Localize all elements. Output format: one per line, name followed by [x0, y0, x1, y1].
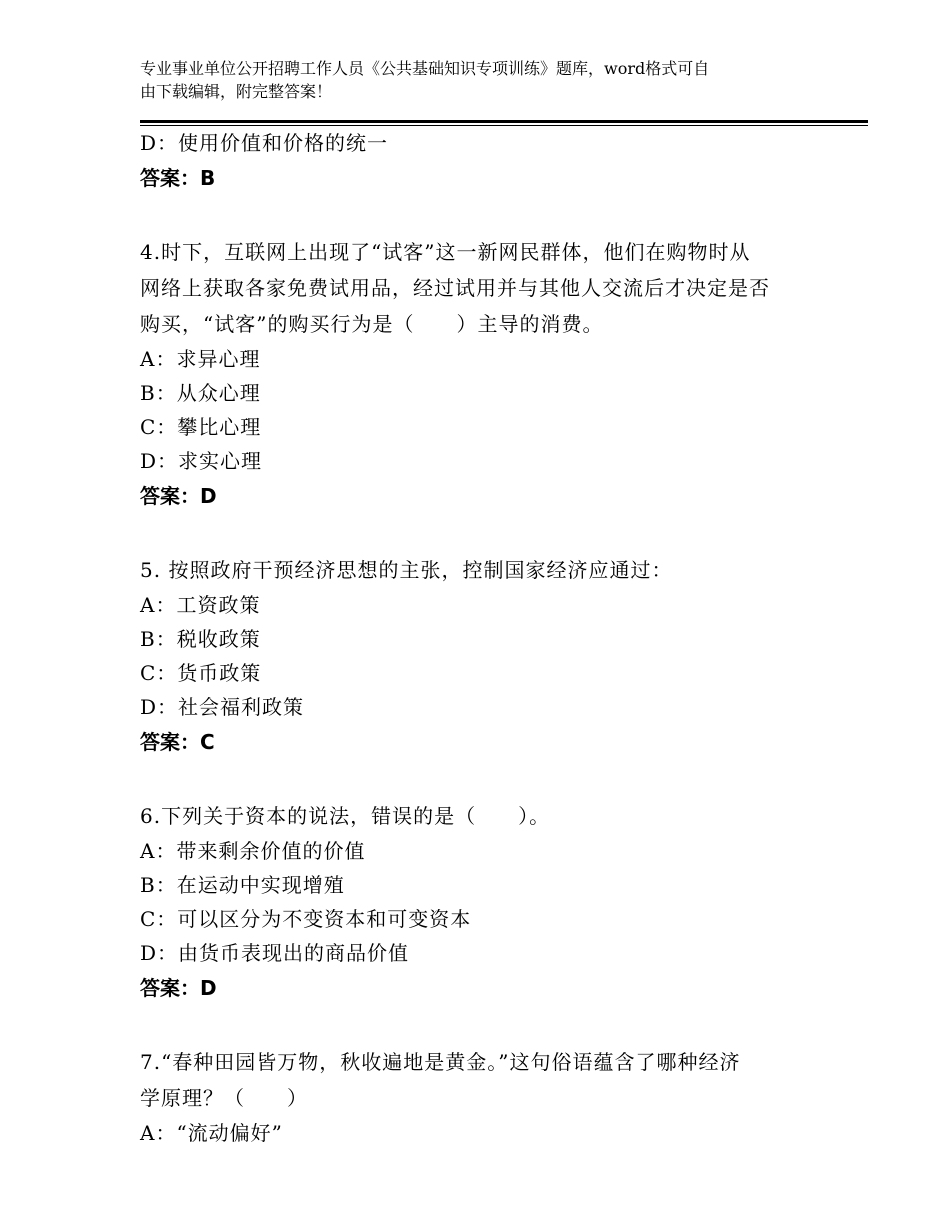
question-stem-line: 7.“春种田园皆万物，秋收遍地是黄金。”这句俗语蕴含了哪种经济 [140, 1050, 741, 1074]
question-stem-line: 网络上获取各家免费试用品，经过试用并与其他人交流后才决定是否 [140, 276, 770, 300]
option-b: B：税收政策 [140, 627, 261, 651]
question-stem-line: 学原理？（ ） [140, 1086, 308, 1110]
option-d: D：由货币表现出的商品价值 [140, 941, 410, 965]
option-c: C：可以区分为不变资本和可变资本 [140, 907, 472, 931]
question-7 [140, 1044, 830, 1116]
question-5 [140, 552, 830, 588]
question-stem-line: 6.下列关于资本的说法，错误的是（ ）。 [140, 804, 551, 828]
option-d: D：求实心理 [140, 449, 263, 473]
answer: 答案：C [140, 730, 215, 754]
document-body [140, 126, 830, 1150]
question-stem-line: 购买，“试客”的购买行为是（ ）主导的消费。 [140, 312, 604, 336]
page-header [140, 57, 830, 103]
option-a: A：“流动偏好” [140, 1121, 283, 1145]
answer: 答案：D [140, 484, 217, 508]
carry-over-option-d: D：使用价值和价格的统一 [140, 131, 389, 155]
question-4 [140, 234, 830, 342]
option-a: A：带来剩余价值的价值 [140, 839, 366, 863]
header-line-2: 由下载编辑，附完整答案！ [140, 82, 333, 101]
option-d: D：社会福利政策 [140, 695, 305, 719]
option-c: C：攀比心理 [140, 415, 262, 439]
question-stem-line: 4.时下，互联网上出现了“试客”这一新网民群体，他们在购物时从 [140, 240, 751, 264]
carry-over-answer: 答案：B [140, 166, 216, 190]
option-c: C：货币政策 [140, 661, 262, 685]
option-b: B：在运动中实现增殖 [140, 873, 345, 897]
option-a: A：工资政策 [140, 593, 261, 617]
question-6 [140, 798, 830, 834]
option-a: A：求异心理 [140, 347, 261, 371]
question-stem-line: 5. 按照政府干预经济思想的主张，控制国家经济应通过： [140, 558, 673, 582]
header-line-1: 专业事业单位公开招聘工作人员《公共基础知识专项训练》题库，word格式可自 [140, 59, 710, 78]
answer: 答案：D [140, 976, 217, 1000]
option-b: B：从众心理 [140, 381, 261, 405]
